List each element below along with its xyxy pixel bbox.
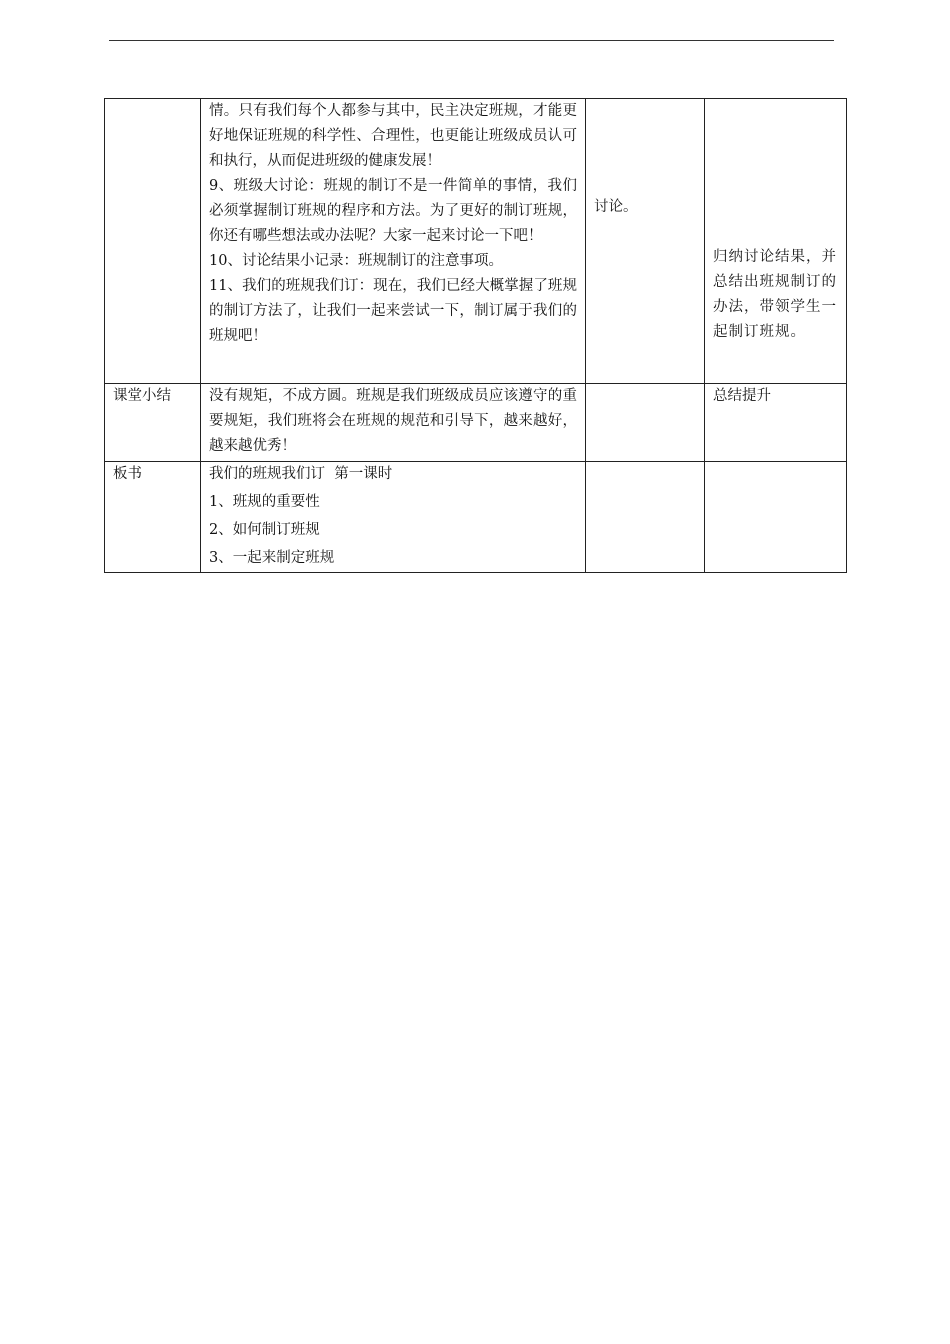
- content-cell: [201, 99, 586, 384]
- board-item: 1、班规的重要性: [209, 494, 320, 510]
- header-rule: [109, 40, 834, 41]
- content-paragraph: 10、讨论结果小记录：班规制订的注意事项。: [209, 253, 503, 269]
- table-row: [105, 462, 847, 573]
- table-row: [105, 99, 847, 384]
- board-title: 我们的班规我们订 第一课时: [209, 466, 393, 482]
- student-activity-text: 讨论。: [594, 199, 638, 215]
- board-item: 3、一起来制定班规: [209, 550, 335, 566]
- student-activity-cell: [586, 462, 705, 573]
- student-activity-cell: [586, 384, 705, 462]
- row-label-cell: 板书: [105, 462, 201, 573]
- student-activity-cell: [586, 99, 705, 384]
- content-paragraph: 没有规矩，不成方圆。班规是我们班级成员应该遵守的重要规矩，我们班将会在班规的规范和引导下，越来越好，越来越优秀！: [209, 388, 577, 454]
- lesson-plan-table: [104, 98, 847, 573]
- content-cell: [201, 384, 586, 462]
- board-item: 2、如何制订班规: [209, 522, 320, 538]
- content-paragraph: 11、我们的班规我们订：现在，我们已经大概掌握了班规的制订方法了，让我们一起来尝试一下，制订属于我们的班规吧！: [209, 278, 577, 344]
- teacher-activity-cell: [705, 462, 847, 573]
- row-label-cell: [105, 99, 201, 384]
- row-label-cell: 课堂小结: [105, 384, 201, 462]
- content-paragraph: 情。只有我们每个人都参与其中，民主决定班规，才能更好地保证班规的科学性、合理性，也更能让班级成员认可和执行，从而促进班级的健康发展！: [209, 103, 577, 169]
- table-row: [105, 384, 847, 462]
- content-cell: [201, 462, 586, 573]
- content-paragraph: 9、班级大讨论：班规的制订不是一件简单的事情，我们必须掌握制订班规的程序和方法。为了更好的制订班规，你还有哪些想法或办法呢？大家一起来讨论一下吧！: [209, 178, 577, 244]
- teacher-activity-text: 归纳讨论结果，并总结出班规制订的办法，带领学生一起制订班规。: [713, 249, 837, 340]
- teacher-activity-cell: [705, 99, 847, 384]
- teacher-activity-cell: 总结提升: [705, 384, 847, 462]
